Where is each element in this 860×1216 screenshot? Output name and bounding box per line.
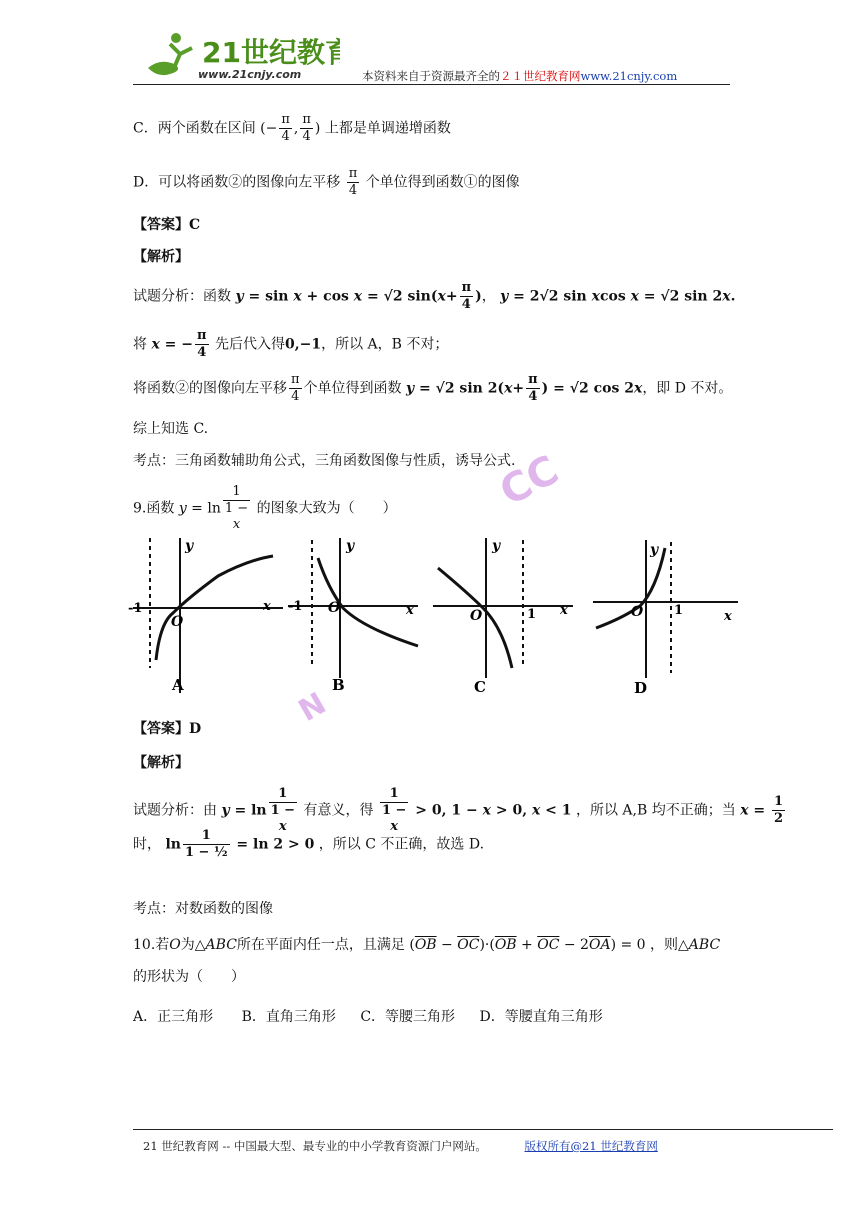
analysis1-keypoint: 考点：三角函数辅助角公式，三角函数图像与性质，诱导公式. xyxy=(133,453,516,469)
graph-a-label: A xyxy=(172,676,184,694)
analysis2-keypoint: 考点：对数函数的图像 xyxy=(133,901,273,917)
graphs-figure xyxy=(128,528,748,702)
header-divider xyxy=(133,84,730,85)
graph-d xyxy=(593,540,738,678)
svg-text:O: O xyxy=(328,600,341,616)
site-logo xyxy=(140,28,340,84)
question-10: 10.若O为△ABC所在平面内任一点，且满足 $(\overline{OB} - \overline{OC})\cdot(\overline{OB} + \overline{OC} - 2\overline{OA}) = 0$ ，则△ABC xyxy=(133,937,721,953)
svg-text:1: 1 xyxy=(527,607,537,622)
answer-label-2: 【答案】D xyxy=(133,721,202,737)
footer-text: 21 世纪教育网 -- 中国最大型、最专业的中小学教育资源门户网站。 xyxy=(143,1139,487,1153)
svg-text:O: O xyxy=(470,608,483,624)
svg-text:x: x xyxy=(406,603,414,618)
question-10-line2: 的形状为（ ） xyxy=(133,969,245,985)
watermark-fragment-2: N xyxy=(292,686,333,729)
graph-d-label: D xyxy=(634,679,648,697)
graph-b xyxy=(288,538,418,678)
analysis2-line1: 试题分析：由 y = ln 1 1 − x 有意义，得 1 1 − x > 0, 1 − x > 0, x < 1 ，所以 A,B 均不正确；当 x = $\frac{1}{2}$ xyxy=(133,786,784,834)
svg-text:O: O xyxy=(171,614,184,630)
graph-b-label: B xyxy=(332,676,345,694)
footer xyxy=(143,1138,658,1154)
graph-a xyxy=(133,538,283,693)
option-d: D．可以将函数②的图像向左平移 $\frac{\pi}{4}$ 个单位得到函数①的图像 xyxy=(133,166,520,198)
logo-text: 21世纪教育 xyxy=(202,36,340,69)
footer-copyright-link[interactable]: 版权所有@21 世纪教育网 xyxy=(524,1139,658,1153)
option-c: C．两个函数在区间 (− $\frac{\pi}{4}$ , $\frac{\pi}{4}$ ) 上都是单调递增函数 xyxy=(133,112,451,144)
analysis-label-2: 【解析】 xyxy=(133,755,189,771)
analysis1-line3: 将函数②的图像向左平移 $\frac{\pi}{4}$ 个单位得到函数 y = √2 sin 2(x+ $\frac{\pi}{4}$ ) = √2 cos 2x，即 D 不对。 xyxy=(133,372,733,404)
answer-label-1: 【答案】C xyxy=(133,217,201,233)
svg-text:x: x xyxy=(560,603,568,618)
svg-text:x: x xyxy=(263,599,271,614)
analysis1-line4: 综上知选 C. xyxy=(133,421,209,437)
analysis-label-1: 【解析】 xyxy=(133,249,189,265)
svg-text:y: y xyxy=(185,538,194,554)
analysis1-line2: 将 x = − $\frac{\pi}{4}$ 先后代入得0,−1，所以 A，B 不对； xyxy=(133,328,449,360)
svg-text:x: x xyxy=(724,609,732,624)
svg-text:y: y xyxy=(650,542,659,558)
footer-divider xyxy=(133,1129,833,1130)
svg-text:-1: -1 xyxy=(288,599,303,614)
svg-text:y: y xyxy=(346,538,355,554)
question-10-options: A．正三角形 B．直角三角形 C．等腰三角形 D．等腰直角三角形 xyxy=(133,1009,603,1025)
header-text: 本资料来自于资源最齐全的２１世纪教育网www.21cnjy.com xyxy=(362,69,678,83)
logo-url: www.21cnjy.com xyxy=(198,68,302,81)
svg-text:y: y xyxy=(492,538,501,554)
graph-c xyxy=(433,538,573,678)
analysis1-line1: 试题分析：函数 y = sin x + cos x = √2 sin(x+ $\frac{\pi}{4}$ )， y = 2√2 sin xcos x = √2 sin 2x. xyxy=(133,280,736,312)
analysis2-line2: 时， ln $\frac{1}{\text{1 − ½}}$ = ln 2 > 0 ，所以 C 不正确，故选 D. xyxy=(133,828,485,860)
watermark-fragment: CC xyxy=(492,446,567,516)
question-9: 9.函数 y = ln 1 1 − x 的图象大致为（ ） xyxy=(133,484,397,532)
svg-text:-1: -1 xyxy=(128,601,143,616)
svg-text:O: O xyxy=(631,604,644,620)
graph-c-label: C xyxy=(474,678,486,696)
svg-text:1: 1 xyxy=(674,603,684,618)
